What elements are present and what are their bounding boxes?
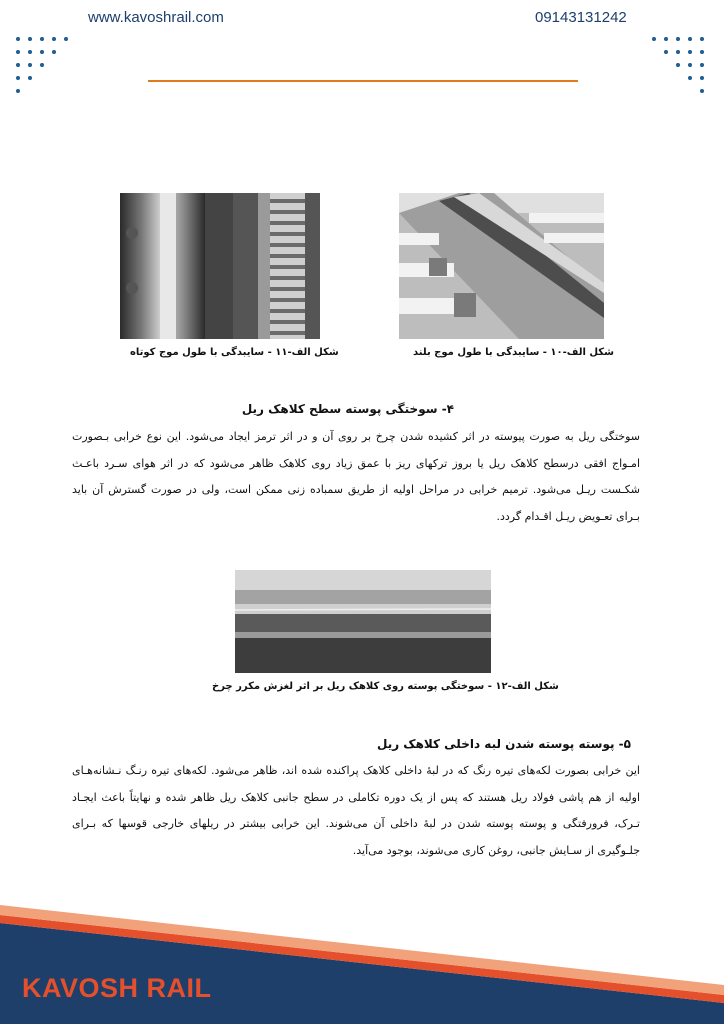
brand-logo-text: KAVOSH RAIL [22,973,212,1003]
figure-rail-head-burn [235,570,491,673]
decorative-dots-right [652,37,712,93]
section-5-heading: ۵- پوسته پوسته شدن لبه داخلی کلاهک ریل [376,737,631,751]
website-url[interactable]: www.kavoshrail.com [88,9,224,26]
header-divider [148,80,578,82]
section-4-heading: ۴- سوختگی پوسته سطح کلاهک ریل [241,402,454,416]
figure-11-caption: شکل الف-۱۱ - سایبدگی با طول موج کوتاه [130,347,339,358]
phone-number[interactable]: 09143131242 [535,9,627,26]
figure-long-wave-corrugation [399,193,604,339]
figure-short-wave-corrugation [120,193,320,339]
decorative-dots-left [16,37,76,93]
section-4-body: سوختگی ریل به صورت پیوسته در اثر کشیده شدن چرخ بر روی آن و در اثر ترمز ایجاد می‌شود. این نوع خرابی بـصورت امـواج افقی درسطح کلاهک ریل یا بروز ترکهای ریز با عمق زیاد روی کلاهک ظاهر می‌شود که در اثر هوای سـرد باعـث شکـست ریـل می‌شود. ترمیم خرابی در مراحل اولیه از طریق سمباده زنی ممکن است، ولی در صورت گسترش آن باید بـرای تعـویض ریـل اقـدام گردد. [72,430,640,523]
footer-band [0,905,724,1024]
figure-12-caption: شکل الف-۱۲ - سوختگی پوسته روی کلاهک ریل بر اثر لغزش مکرر چرخ [212,681,559,692]
figure-10-caption: شکل الف-۱۰ - سایبدگی با طول موج بلند [413,347,614,358]
section-5-body: این خرابی بصورت لکه‌های تیره رنگ که در لبهٔ داخلی کلاهک پراکنده شده اند، ظاهر می‌شود. لکه‌های تیره رنـگ نـشانه‌هـای اولیه از هم پاشی فولاد ریل هستند که پس از یک دوره تکاملی در سطح جانبی کلاهک ریل ظاهر شده و نهایتاً باعث ایجـاد تـرک، فرورفتگی و پوسته پوسته شدن در لبهٔ داخلی آن می‌شوند. این خرابی بیشتر در ریلهای خارجی قوسها که بـرای جلـوگیری از سـایش جانبی، روغن کاری می‌شوند، بوجود می‌آید. [72,764,640,857]
